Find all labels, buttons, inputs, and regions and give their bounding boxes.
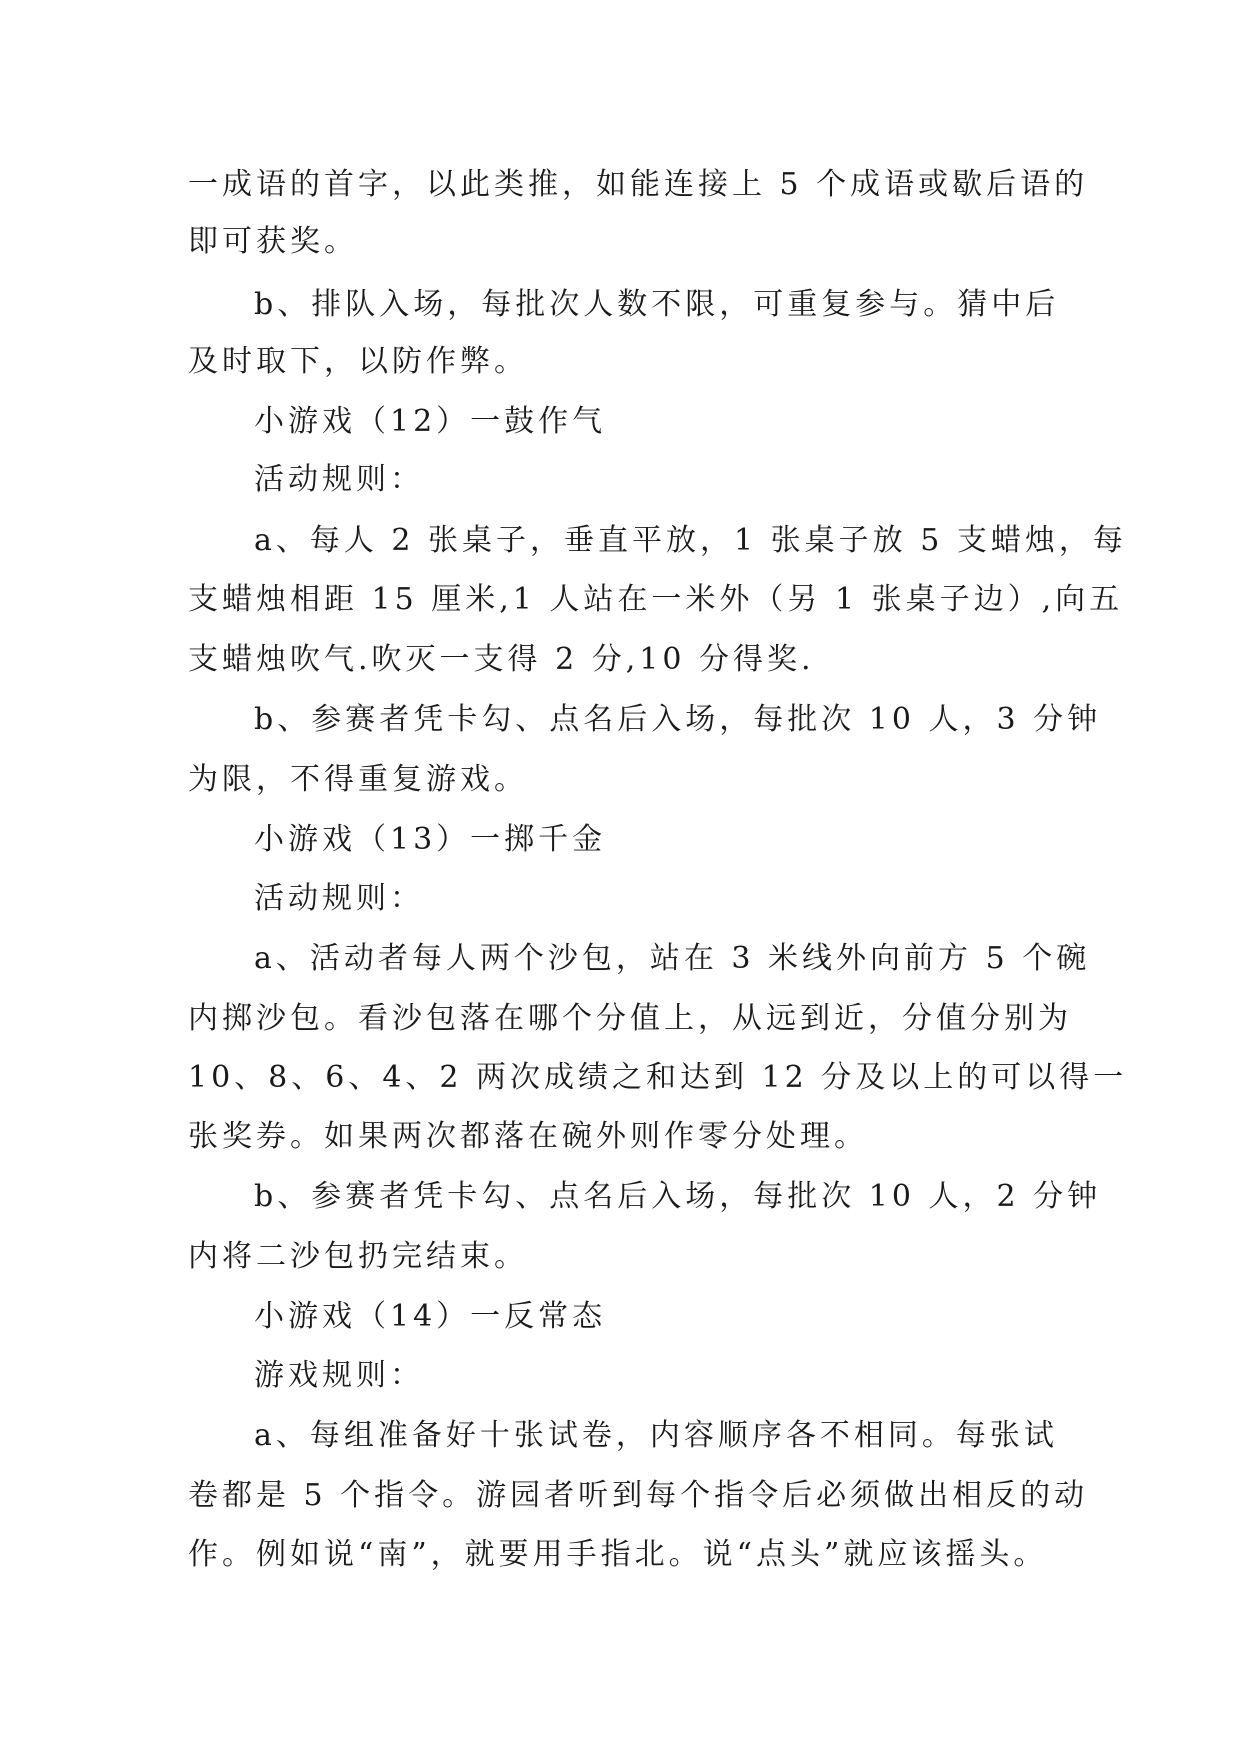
text-line-15: 内掷沙包。看沙包落在哪个分值上，从远到近，分值分别为 — [188, 1001, 1072, 1036]
text-line-19: 内将二沙包扔完结束。 — [188, 1239, 528, 1274]
text-line-16: 10、8、6、4、2 两次成绩之和达到 12 分及以上的可以得一 — [188, 1060, 1128, 1095]
section-title-13: 小游戏（13）一掷千金 — [254, 822, 607, 857]
text-line-22: a、每组准备好十张试卷，内容顺序各不相同。每张试 — [254, 1418, 1058, 1453]
text-line-9: 支蜡烛吹气.吹灭一支得 2 分,10 分得奖. — [188, 642, 815, 677]
section-title-14: 小游戏（14）一反常态 — [254, 1299, 607, 1334]
text-line-24: 作。例如说“南”，就要用手指北。说“点头”就应该摇头。 — [188, 1537, 1048, 1572]
text-line-17: 张奖券。如果两次都落在碗外则作零分处理。 — [188, 1119, 868, 1154]
text-line-18: b、参赛者凭卡勾、点名后入场，每批次 10 人，2 分钟 — [254, 1179, 1102, 1214]
section-title-12: 小游戏（12）一鼓作气 — [254, 404, 607, 439]
text-line-4: 及时取下，以防作弊。 — [188, 344, 528, 379]
text-line-3: b、排队入场，每批次人数不限，可重复参与。猜中后 — [254, 287, 1060, 322]
text-line-8: 支蜡烛相距 15 厘米,1 人站在一米外（另 1 张桌子边）,向五 — [188, 582, 1124, 617]
text-line-11: 为限，不得重复游戏。 — [188, 762, 528, 797]
text-line-14: a、活动者每人两个沙包，站在 3 米线外向前方 5 个碗 — [254, 941, 1091, 976]
text-line-7: a、每人 2 张桌子，垂直平放，1 张桌子放 5 支蜡烛，每 — [254, 523, 1127, 558]
rules-heading-13: 活动规则： — [254, 881, 424, 916]
rules-heading-12: 活动规则： — [254, 462, 424, 497]
text-line-23: 卷都是 5 个指令。游园者听到每个指令后必须做出相反的动 — [188, 1478, 1089, 1513]
text-line-1: 一成语的首字，以此类推，如能连接上 5 个成语或歇后语的 — [188, 167, 1089, 202]
text-line-10: b、参赛者凭卡勾、点名后入场，每批次 10 人，3 分钟 — [254, 702, 1102, 737]
text-line-2: 即可获奖。 — [188, 224, 358, 259]
rules-heading-14: 游戏规则： — [254, 1358, 424, 1393]
